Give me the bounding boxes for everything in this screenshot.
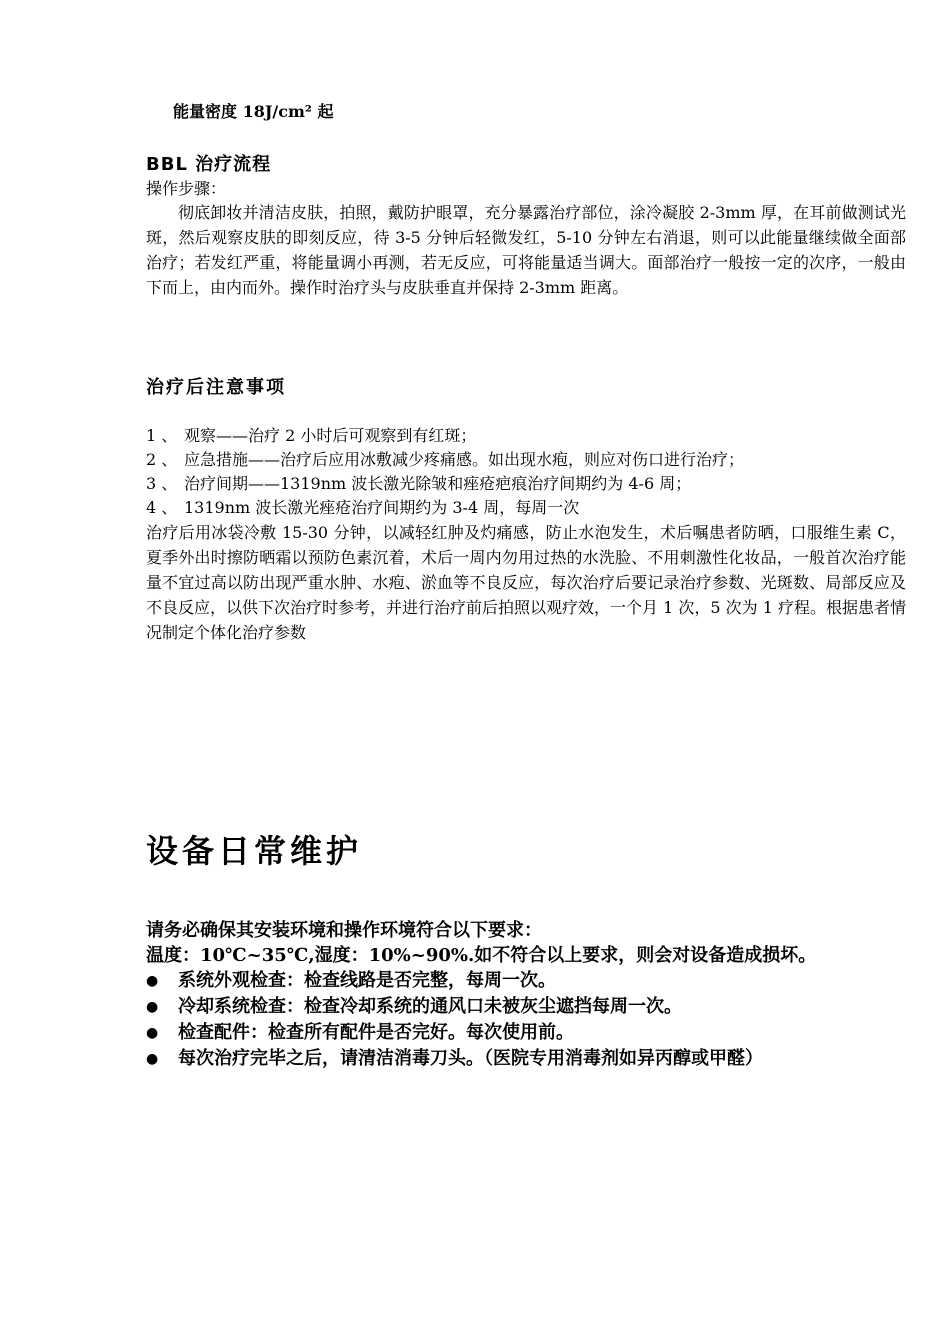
list-item-text: 1319nm 波长激光痤疮治疗间期约为 3-4 周，每周一次 [184, 498, 580, 517]
bullet-icon: ● [146, 1025, 159, 1041]
list-item-text: 观察——治疗 2 小时后可观察到有红斑； [184, 426, 477, 445]
requirements-intro: 请务必确保其安装环境和操作环境符合以下要求： [146, 920, 542, 941]
bullet-text: 系统外观检查：检查线路是否完整，每周一次。 [178, 970, 556, 991]
bbl-section-title: BBL 治疗流程 [146, 154, 272, 175]
post-treatment-title: 治疗后注意事项 [146, 377, 286, 398]
maintenance-title: 设备日常维护 [146, 832, 363, 870]
list-item [146, 968, 926, 994]
list-item [146, 1020, 926, 1046]
list-item [146, 424, 906, 448]
maintenance-requirements [146, 918, 926, 1072]
energy-density-line: 能量密度 18J/cm² 起 [173, 102, 334, 121]
list-item [146, 496, 906, 520]
bullet-icon: ● [146, 999, 159, 1015]
list-item [146, 448, 906, 472]
post-treatment-list [146, 424, 906, 520]
bullet-text: 每次治疗完毕之后，请清洁消毒刀头。（医院专用消毒剂如异丙醇或甲醛） [178, 1048, 763, 1069]
environment-conditions: 温度：10℃~35℃,湿度：10%~90%.如不符合以上要求，则会对设备造成损坏。 [146, 945, 817, 966]
list-item [146, 472, 906, 496]
list-item-text: 应急措施——治疗后应用冰敷减少疼痛感。如出现水疱，则应对伤口进行治疗； [184, 450, 745, 469]
post-treatment-paragraph: 治疗后用冰袋冷敷 15-30 分钟，以减轻红肿及灼痛感，防止水泡发生，术后嘱患者防晒，口服维生素 C，夏季外出时擦防晒霜以预防色素沉着，术后一周内勿用过热的水洗脸、不用刺激性化妆品，一般首次治疗能量不宜过高以防出现严重水肿、水疱、淤血等不良反应，每次治疗后要记录治疗参数、光斑数、局部反应及不良反应，以供下次治疗时参考，并进行治疗前后拍照以观疗效，一个月 1 次，5 次为 1 疗程。根据患者情况制定个体化治疗参数 [146, 523, 906, 642]
list-item-number: 3 、 [146, 474, 178, 493]
bullet-text: 冷却系统检查：检查冷却系统的通风口未被灰尘遮挡每周一次。 [178, 996, 682, 1017]
list-item [146, 994, 926, 1020]
bbl-procedure-paragraph: 彻底卸妆并清洁皮肤，拍照，戴防护眼罩，充分暴露治疗部位，涂冷凝胶 2-3mm 厚，在耳前做测试光斑，然后观察皮肤的即刻反应，待 3-5 分钟后轻微发红，5-10 分钟左右消退，则可以此能量继续做全面部治疗；若发红严重，将能量调小再测，若无反应，可将能量适当调大。面部治疗一般按一定的次序，一般由下而上，由内而外。操作时治疗头与皮肤垂直并保持 2-3mm 距离。 [146, 203, 906, 297]
list-item-number: 2 、 [146, 450, 178, 469]
list-item-number: 4 、 [146, 498, 178, 517]
list-item [146, 1046, 926, 1072]
list-item-number: 1 、 [146, 426, 178, 445]
steps-label: 操作步骤： [146, 179, 227, 198]
bullet-icon: ● [146, 973, 159, 989]
bullet-icon: ● [146, 1051, 159, 1067]
list-item-text: 治疗间期——1319nm 波长激光除皱和痤疮疤痕治疗间期约为 4-6 周； [184, 474, 692, 493]
bullet-text: 检查配件：检查所有配件是否完好。每次使用前。 [178, 1022, 574, 1043]
